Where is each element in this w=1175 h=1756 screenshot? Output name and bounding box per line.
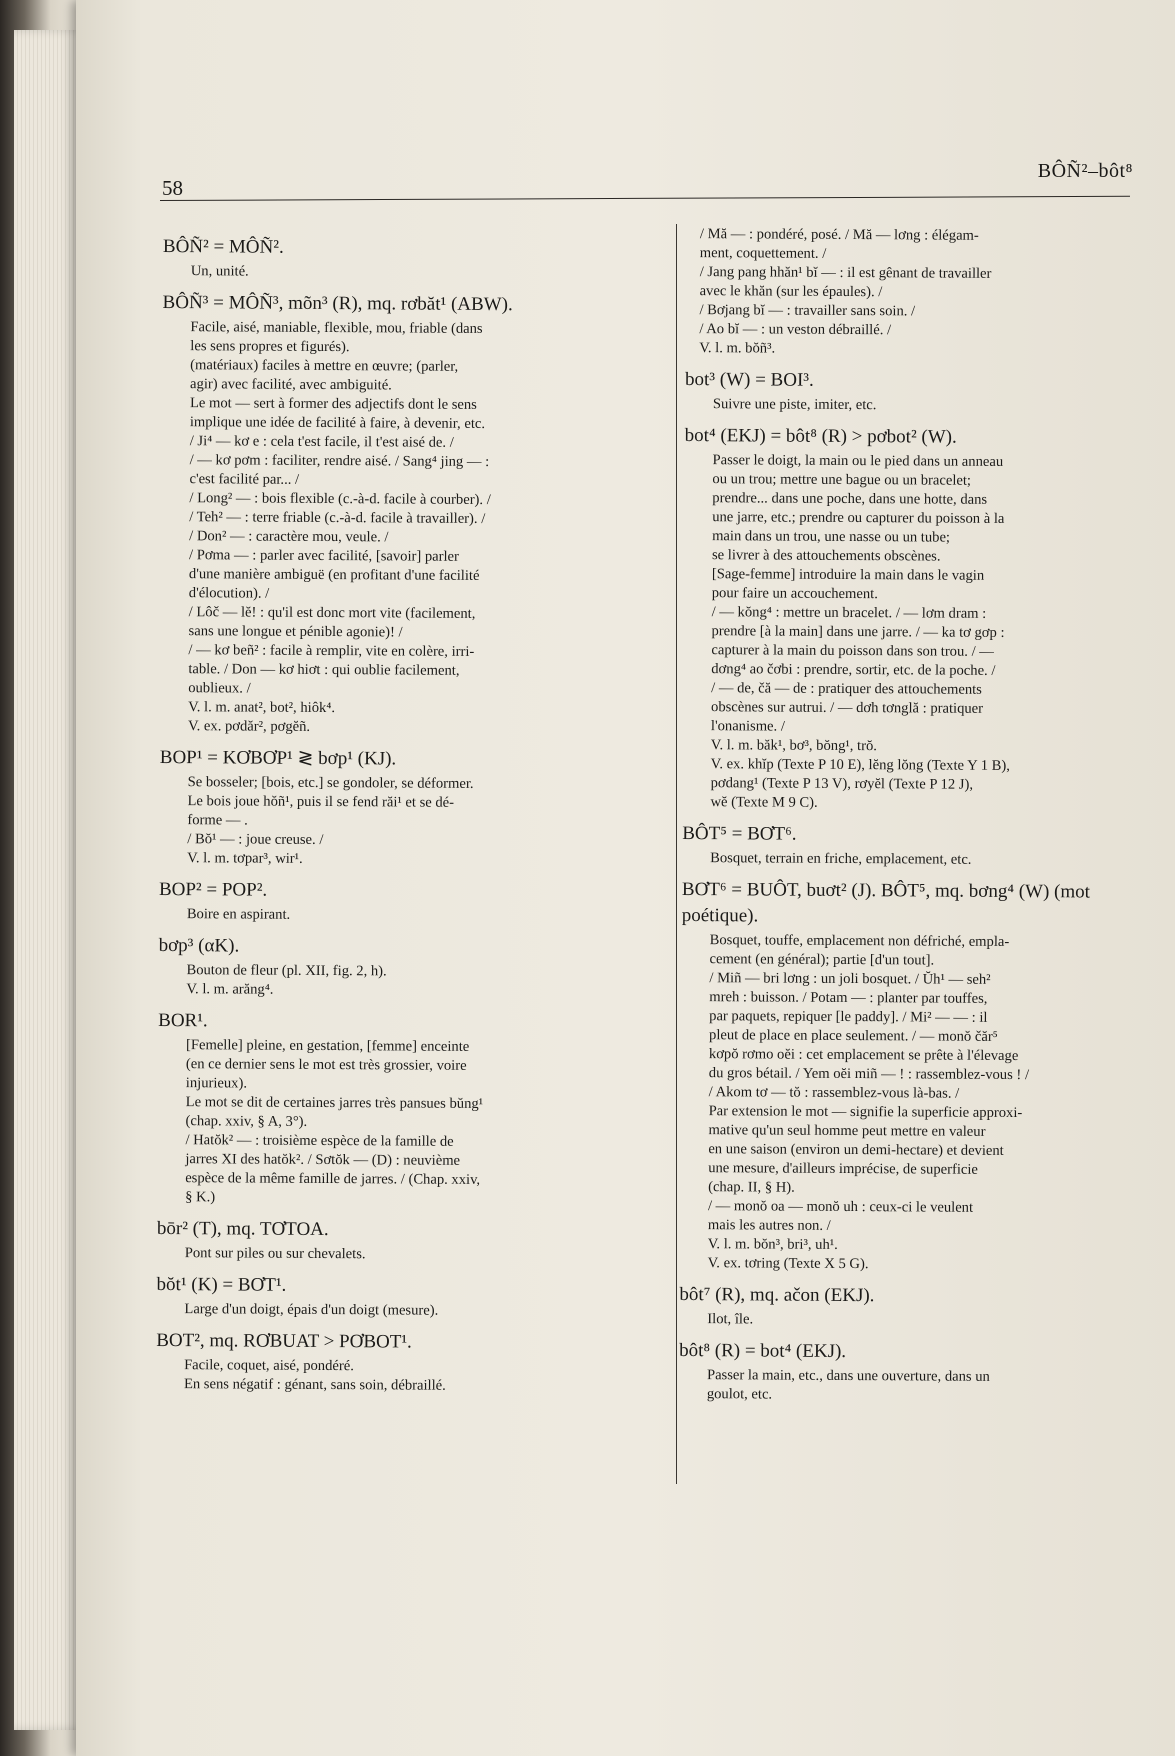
entry-line: V. l. m. bŏñ³. (699, 340, 776, 357)
entry-line: V. l. m. bŏn³, bri³, uh¹. (707, 1236, 838, 1253)
dictionary-entry (159, 745, 660, 871)
dictionary-entry (157, 1008, 658, 1210)
dictionary-entry (156, 1328, 656, 1397)
entry-line: / Jang pang hhăn¹ bĭ — : il est gênant de travailler (699, 264, 992, 282)
dictionary-entry (682, 821, 1122, 871)
entry-line: espèce de la même famille de jarres. / (Chap. xxiv, (185, 1170, 481, 1188)
entry-line: pour faire un accouchement. (711, 585, 878, 603)
entry-line: (chap. xxiv, § A, 3°). (185, 1113, 308, 1130)
dictionary-entry (679, 1338, 1119, 1407)
dictionary-entry (682, 423, 1124, 815)
entry-line: Bosquet, terrain en friche, emplacement, etc. (710, 850, 972, 868)
entry-line: main dans un trou, une nasse ou un tube; (712, 528, 951, 546)
entry-line: (en ce dernier sens le mot est très grossier, voire (185, 1056, 467, 1074)
column-divider (676, 224, 677, 1484)
entry-line: Boire en aspirant. (186, 906, 291, 923)
dictionary-entry (163, 234, 663, 284)
entry-line: / Akom tơ — tŏ : rassemblez-vous là-bas. / (708, 1084, 960, 1102)
entry-headword: BÔÑ² = MÔÑ². (162, 235, 284, 258)
entry-line: injurieux). (185, 1075, 248, 1092)
entry-line: Facile, coquet, aisé, pondéré. (184, 1357, 354, 1375)
entry-line: / — de, čă — de : pratiquer des attouchements (711, 680, 982, 698)
entry-line: en une saison (environ un demi-hectare) et devient (708, 1141, 1004, 1159)
entry-headword: BƠT⁶ = BUÔT, buơt² (J). BÔT⁵, mq. bơng⁴ (W) (mot poétique). (681, 878, 1091, 927)
entry-line: [Sage-femme] introduire la main dans le vagin (711, 566, 985, 584)
entry-line: Bouton de fleur (pl. XII, fig. 2, h). (186, 962, 387, 980)
entry-line: V. l. m. anat², bot², hiôk⁴. (188, 699, 336, 717)
entry-headword: BOR¹. (158, 1009, 208, 1032)
entry-line: § K.) (185, 1189, 216, 1206)
entry-headword: BÔT⁵ = BƠT⁶. (682, 822, 797, 845)
entry-line: V. ex. tơring (Texte X 5 G). (707, 1255, 869, 1273)
entry-line: V. l. m. băk¹, bơ³, bŏng¹, trŏ. (710, 737, 877, 755)
entry-line: pleut de place en place seulement. / — monŏ čăr⁵ (709, 1027, 998, 1045)
page-number: 58 (162, 176, 183, 200)
entry-line: table. / Don — kơ hiơt : qui oublie facilement, (188, 661, 460, 679)
dictionary-entry (679, 1282, 1119, 1332)
entry-line: mreh : buisson. / Potam — : planter par touffes, (709, 989, 988, 1007)
entry-line: Passer le doigt, la main ou le pied dans un anneau (712, 452, 1004, 470)
entry-line: / Lôč — lĕ! : qu'il est donc mort vite (facilement, (188, 604, 476, 622)
entry-headword: bōr² (T), mq. TƠTOA. (156, 1217, 329, 1241)
entry-headword: bot⁴ (EKJ) = bôt⁸ (R) > pơbot² (W). (684, 424, 957, 448)
entry-line: prendre [à la main] dans une jarre. / — ka tơ gơp : (711, 623, 1005, 641)
entry-line: V. ex. khĭp (Texte P 10 E), lĕng lŏng (Texte Y 1 B), (710, 756, 1010, 774)
entry-headword: bŏt¹ (K) = BƠT¹. (156, 1273, 287, 1296)
dictionary-entry (159, 877, 659, 927)
entry-line: sans une longue et pénible agonie)! / (188, 623, 403, 641)
entry-line: Par extension le mot — signifie la superficie approxi- (708, 1103, 1023, 1122)
entry-line: d'une manière ambiguë (en profitant d'une facilité (188, 566, 480, 584)
dictionary-entry (158, 933, 658, 1002)
entry-headword: bot³ (W) = BOI³. (684, 368, 814, 391)
entry-line: / Long² — : bois flexible (c.-à-d. facile à courber). / (189, 490, 491, 509)
entry-headword: BOP¹ = KƠBƠP¹ ≷ bơp¹ (KJ). (159, 746, 397, 770)
entry-line: par paquets, repiquer [le paddy]. / Mi² — — : il (709, 1008, 988, 1026)
entry-line: forme — . (187, 812, 248, 829)
entry-line: prendre... dans une poche, dans une hotte, dans (712, 490, 988, 508)
entry-line: pơdang¹ (Texte P 13 V), rơyĕl (Texte P 12 J), (710, 775, 974, 793)
entry-line: Bosquet, touffe, emplacement non défriché, empla- (709, 932, 1010, 950)
entry-line: / Ji⁴ — kơ e : cela t'est facile, il t'est aisé de. / (189, 433, 454, 451)
entry-line: se livrer à des attouchements obscènes. (711, 547, 941, 565)
entry-line: (matériaux) faciles à mettre en œuvre; (parler, (190, 357, 459, 375)
entry-headword: BOT², mq. RƠBUAT > PƠBOT¹. (156, 1329, 412, 1353)
entry-line: obscènes sur autrui. / — dơh tơnglă : pratiquer (711, 699, 984, 717)
entry-line: / Don² — : caractère mou, veule. / (189, 528, 389, 546)
entry-line: / — kơ beñ² : facile à remplir, vite en colère, irri- (188, 642, 475, 660)
entry-line: / Pơma — : parler avec facilité, [savoir] parler (188, 547, 459, 565)
entry-line: Facile, aisé, maniable, flexible, mou, friable (dans (190, 319, 483, 337)
entry-line: En sens négatif : génant, sans soin, débraillé. (183, 1376, 446, 1394)
entry-line: Ilot, île. (707, 1311, 754, 1328)
guide-words: BÔÑ²–bôt⁸ (1037, 160, 1133, 182)
entry-line: / Bơjang bĭ — : travailler sans soin. / (699, 302, 916, 320)
entry-line: Le bois joue hŏñ¹, puis il se fend răi¹ et se dé- (187, 793, 455, 811)
dictionary-entry (685, 225, 1126, 361)
dictionary-entry (160, 290, 663, 739)
entry-headword: bơp³ (αK). (158, 934, 240, 957)
entry-line: jarres XI des hatŏk². / Sơtŏk — (D) : neuvième (185, 1151, 461, 1169)
entry-headword: BOP² = POP². (158, 878, 268, 901)
entry-line: c'est facilité par... / (189, 471, 300, 488)
entry-line: Le mot — sert à former des adjectifs dont le sens (189, 395, 477, 413)
entry-line: ou un trou; mettre une bague ou un bracelet; (712, 471, 972, 489)
entry-line: une jarre, etc.; prendre ou capturer du poisson à la (712, 509, 1005, 527)
entry-line: / Hatŏk² — : troisième espèce de la famille de (185, 1132, 454, 1150)
entry-line: goulot, etc. (706, 1386, 773, 1403)
entry-line: / Teh² — : terre friable (c.-à-d. facile à travailler). / (189, 509, 486, 527)
entry-line: / — monŏ oa — monŏ uh : ceux-ci le veulent (707, 1198, 974, 1216)
entry-line: du gros bétail. / Yem oĕi miñ — ! : rassemblez-vous ! / (708, 1065, 1030, 1084)
right-column (679, 225, 1126, 1416)
entry-line: V. ex. pơdăr², pơgĕñ. (187, 718, 311, 735)
entry-line: / — kơ pơm : faciliter, rendre aisé. / Sang⁴ jing — : (189, 452, 490, 470)
left-column (156, 234, 663, 1406)
entry-line: avec le khăn (sur les épaules). / (699, 283, 883, 301)
entry-line: Pont sur piles ou sur chevalets. (184, 1245, 366, 1263)
entry-line: mais les autres non. / (707, 1217, 831, 1234)
entry-line: Un, unité. (190, 263, 249, 280)
entry-line: capturer à la main du poisson dans son trou. / — (711, 642, 994, 660)
entry-line: (chap. II, § H). (708, 1179, 795, 1196)
dictionary-entry (680, 877, 1122, 1276)
entry-line: / Mă — : pondéré, posé. / Mă — lơng : élégam- (699, 226, 979, 244)
entry-line: / Ao bĭ — : un veston débraillé. / (699, 321, 892, 339)
entry-line: kơpŏ rơmo oĕi : cet emplacement se prête à l'élevage (708, 1046, 1019, 1065)
entry-line: ment, coquettement. / (699, 245, 827, 262)
entry-headword: BÔÑ³ = MÔÑ³, mõn³ (R), mq. rơbăt¹ (ABW). (162, 291, 513, 316)
entry-line: agir) avec facilité, avec ambiguité. (190, 376, 392, 394)
entry-line: wĕ (Texte M 9 C). (710, 794, 818, 811)
entry-line: Se bosseler; [bois, etc.] se gondoler, se déformer. (187, 774, 474, 792)
entry-line: implique une idée de facilité à faire, à devenir, etc. (189, 414, 486, 432)
entry-line: Suivre une piste, imiter, etc. (712, 396, 877, 414)
entry-line: l'onanisme. / (710, 718, 785, 735)
entry-headword: bôt⁸ (R) = bot⁴ (EKJ). (679, 1339, 847, 1362)
entry-line: Le mot se dit de certaines jarres très pansues bŭng¹ (185, 1094, 484, 1112)
entry-headword: bôt⁷ (R), mq. ačon (EKJ). (679, 1283, 875, 1307)
dictionary-entry (156, 1272, 656, 1322)
entry-line: V. l. m. tơpar³, wir¹. (187, 850, 303, 867)
entry-line: / Bŏ¹ — : joue creuse. / (187, 831, 324, 848)
dictionary-entry (157, 1216, 657, 1266)
entry-line: dơng⁴ ao čơbi : prendre, sortir, etc. de la poche. / (711, 661, 996, 679)
entry-line: cement (en général); partie [d'un tout]. (709, 951, 935, 969)
entry-line: [Femelle] pleine, en gestation, [femme] enceinte (185, 1037, 470, 1055)
entry-line: / — kŏng⁴ : mettre un bracelet. / — lơm dram : (711, 604, 987, 622)
entry-line: V. l. m. arăng⁴. (186, 981, 274, 998)
entry-line: les sens propres et figurés). (190, 338, 350, 356)
entry-line: / Miñ — bri lơng : un joli bosquet. / Ŭh¹ — seh² (709, 970, 991, 988)
dictionary-entry (685, 367, 1125, 417)
entry-line: Large d'un doigt, épais d'un doigt (mesure). (184, 1301, 439, 1319)
entry-line: mative qu'un seul homme peut mettre en valeur (708, 1122, 986, 1140)
entry-line: Passer la main, etc., dans une ouverture, dans un (706, 1367, 990, 1385)
entry-line: une mesure, d'ailleurs imprécise, de superficie (708, 1160, 978, 1178)
entry-line: d'élocution). / (188, 585, 270, 602)
entry-line: oublieux. / (188, 680, 251, 697)
